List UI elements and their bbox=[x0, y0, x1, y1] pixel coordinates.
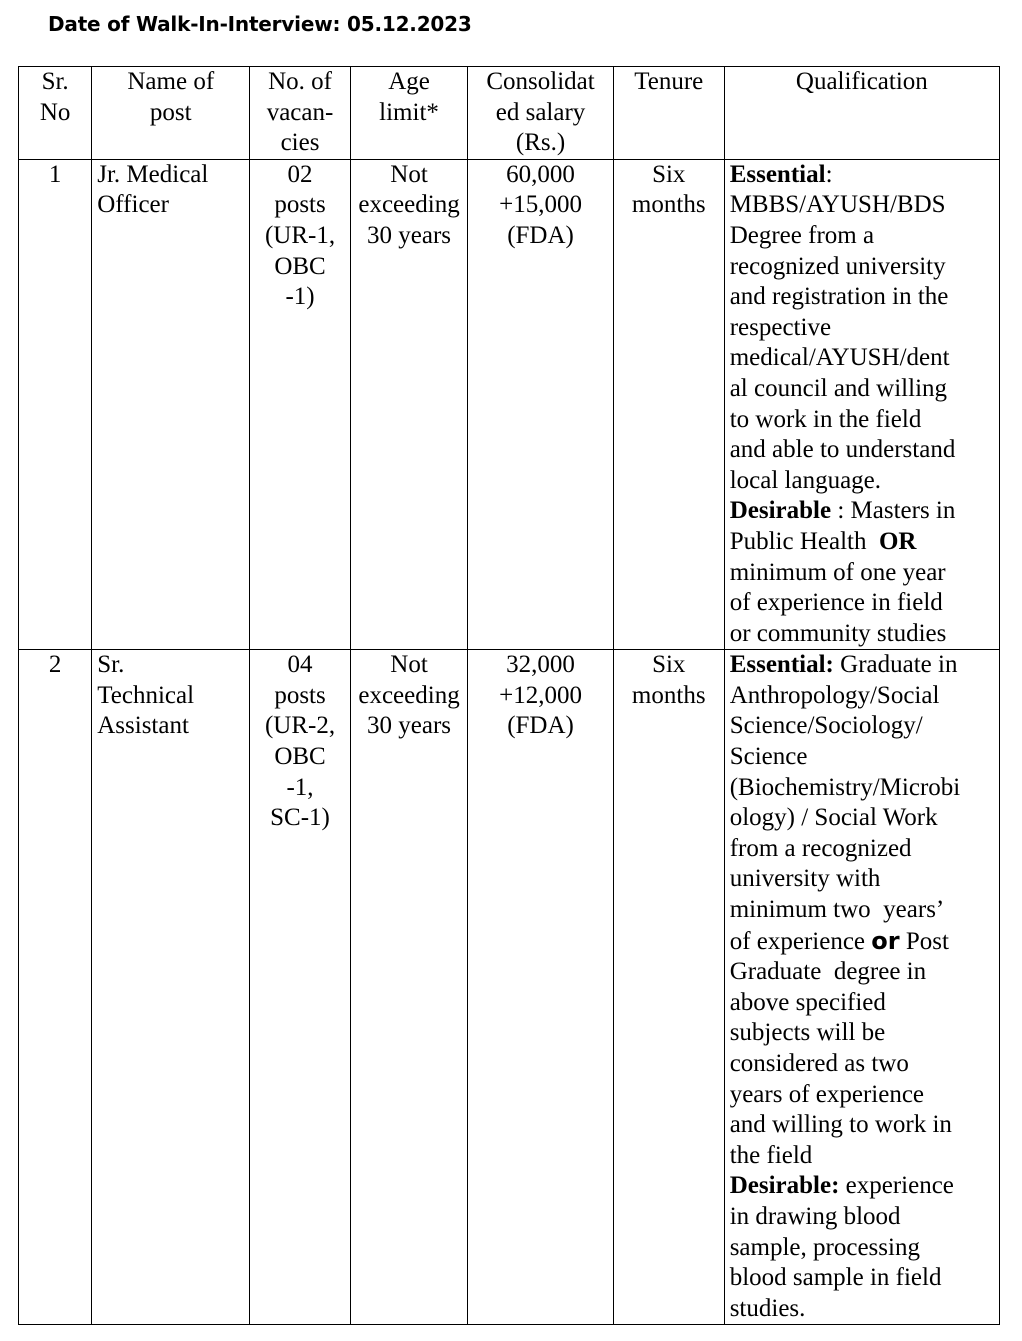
cell-tenure: Six months bbox=[613, 159, 724, 650]
cell-sr-no: 1 bbox=[19, 159, 92, 650]
cell-salary: 60,000 +15,000 (FDA) bbox=[468, 159, 613, 650]
desirable-line: Desirable: experience bbox=[729, 1172, 954, 1200]
cell-post-name: Jr. Medical Officer bbox=[92, 159, 250, 650]
interview-date-heading: Date of Walk-In-Interview: 05.12.2023 bbox=[48, 12, 472, 36]
experience-or-line: of experience or Post bbox=[729, 926, 949, 955]
cell-post-name: Sr. Technical Assistant bbox=[92, 650, 250, 1325]
cell-vacancies: 02 posts (UR-1, OBC -1) bbox=[250, 159, 350, 650]
cell-tenure: Six months bbox=[613, 650, 724, 1325]
header-tenure: Tenure bbox=[613, 67, 724, 160]
cell-salary: 32,000 +12,000 (FDA) bbox=[468, 650, 613, 1325]
cell-vacancies: 04 posts (UR-2, OBC -1, SC-1) bbox=[250, 650, 350, 1325]
desirable-line: Desirable : Masters in bbox=[729, 497, 956, 525]
header-sr-no: Sr. No bbox=[19, 67, 92, 160]
cell-qualification: Essential: MBBS/AYUSH/BDS Degree from a recognized university and registration in the respective medical/AYUSH/dent al council and willing to work in the field and able to understand local language. Desirable : Masters in Public Health OR minimum of one year of experience in field or community studies bbox=[724, 159, 999, 650]
cell-age-limit: Not exceeding 30 years bbox=[350, 650, 468, 1325]
table-row bbox=[19, 650, 1000, 1325]
table-row bbox=[19, 159, 1000, 650]
cell-age-limit: Not exceeding 30 years bbox=[350, 159, 468, 650]
header-age-limit: Age limit* bbox=[350, 67, 468, 160]
cell-qualification: Essential: Graduate in Anthropology/Social Science/Sociology/ Science (Biochemistry/Microbi ology) / Social Work from a recognized university with minimum two years’ of experience or Post Graduate degree in above specified subjects will be considered as two years of experience and willing to work in the field Desirable: experience in drawing blood sample, processing blood sample in field studies. bbox=[724, 650, 999, 1325]
header-salary: Consolidat ed salary (Rs.) bbox=[468, 67, 613, 160]
cell-sr-no: 2 bbox=[19, 650, 92, 1325]
essential-line: Essential: Graduate in bbox=[729, 651, 958, 679]
table-header-row bbox=[19, 67, 1000, 160]
header-name-of-post: Name of post bbox=[92, 67, 250, 160]
vacancy-table bbox=[18, 66, 1000, 1325]
essential-line: Essential: bbox=[729, 160, 833, 188]
header-vacancies: No. of vacan- cies bbox=[250, 67, 350, 160]
header-qualification: Qualification bbox=[724, 67, 999, 160]
